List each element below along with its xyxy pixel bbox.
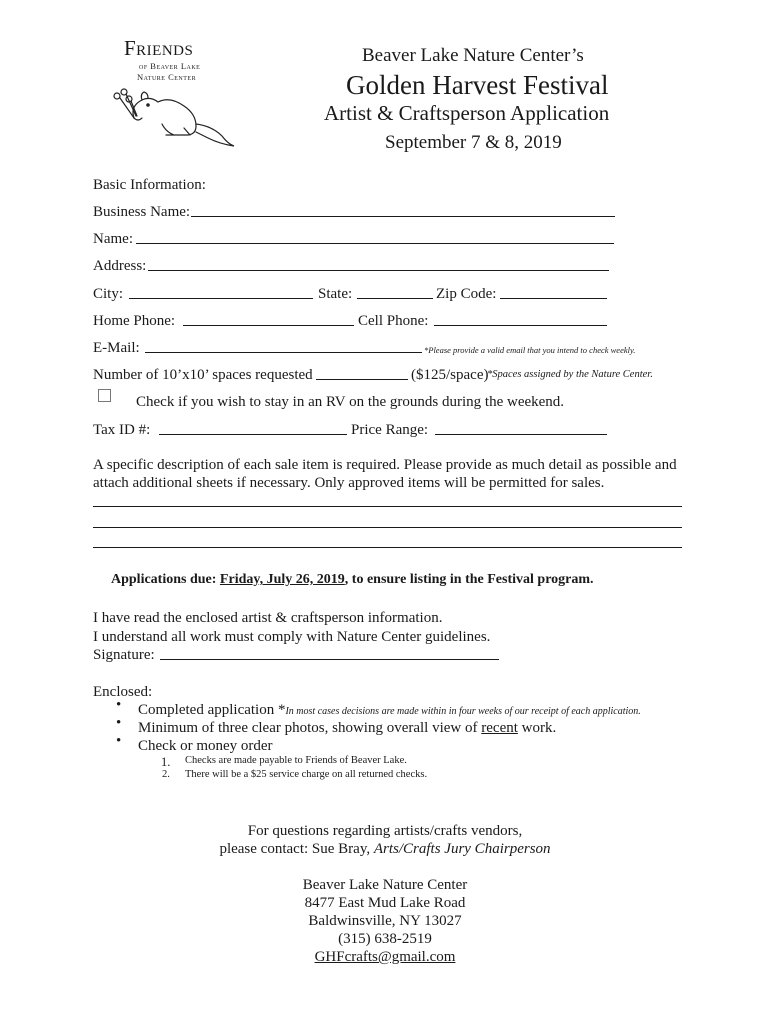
description-field-1[interactable] <box>93 506 682 507</box>
agreement-line-1: I have read the enclosed artist & craftsperson information. <box>93 610 443 626</box>
enclosed-sub-2: There will be a $25 service charge on all returned checks. <box>185 769 428 780</box>
business-name-label: Business Name: <box>93 204 191 220</box>
state-label: State: <box>318 286 353 302</box>
tax-id-label: Tax ID #: <box>93 422 151 438</box>
address-field[interactable] <box>148 270 609 271</box>
header-form-title: Artist & Craftsperson Application <box>324 101 610 125</box>
email-note: *Please provide a valid email that you intend to check weekly. <box>424 345 636 355</box>
city-label: City: <box>93 286 124 302</box>
cell-phone-field[interactable] <box>434 325 607 326</box>
beaver-icon <box>104 36 244 148</box>
enclosed-item-2: Minimum of three clear photos, showing overall view of recent work. <box>138 720 557 736</box>
signature-label: Signature: <box>93 647 155 663</box>
enclosed-item-1: Completed application *In most cases decisions are made within in four weeks of our receipt of each application. <box>138 702 641 718</box>
home-phone-field[interactable] <box>183 325 354 326</box>
header-dates: September 7 & 8, 2019 <box>385 132 562 153</box>
name-field[interactable] <box>136 243 614 244</box>
email-label: E-Mail: <box>93 340 140 356</box>
basic-info-heading: Basic Information: <box>93 177 206 193</box>
deadline-prefix: Applications due: <box>111 572 220 587</box>
description-field-2[interactable] <box>93 527 682 528</box>
contact-title: Arts/Crafts Jury Chairperson <box>373 841 551 857</box>
enclosed-sub-1-number: 1. <box>161 755 171 769</box>
spaces-note: *Spaces assigned by the Nature Center. <box>487 369 653 380</box>
deadline-notice <box>111 571 594 589</box>
deadline-date: Friday, July 26, 2019 <box>219 572 345 587</box>
spaces-price: ($125/space) <box>411 367 489 383</box>
zip-field[interactable] <box>500 298 607 299</box>
contact-org: Beaver Lake Nature Center <box>302 877 468 893</box>
price-range-label: Price Range: <box>351 422 429 438</box>
logo-title: Friends <box>124 36 194 60</box>
deadline-suffix: , to ensure listing in the Festival program. <box>344 572 594 587</box>
name-label: Name: <box>93 231 133 247</box>
contact-street: 8477 East Mud Lake Road <box>304 895 466 911</box>
address-label: Address: <box>93 258 147 274</box>
business-name-field[interactable] <box>191 216 615 217</box>
bullet-icon: • <box>116 733 122 749</box>
cell-phone-label: Cell Phone: <box>358 313 429 329</box>
enclosed-item-3: Check or money order <box>138 738 273 754</box>
bullet-icon: • <box>116 697 122 713</box>
home-phone-label: Home Phone: <box>93 313 176 329</box>
spaces-label: Number of 10’x10’ spaces requested <box>93 367 313 383</box>
rv-label: Check if you wish to stay in an RV on the grounds during the weekend. <box>136 394 565 410</box>
enclosed-item-1-note: In most cases decisions are made within in four weeks of our receipt of each application. <box>285 706 641 717</box>
bullet-icon: • <box>116 715 122 731</box>
signature-field[interactable] <box>160 659 499 660</box>
contact-email-link[interactable]: GHFcrafts@gmail.com <box>314 949 456 965</box>
agreement-line-2: I understand all work must comply with Nature Center guidelines. <box>93 629 491 645</box>
logo-subtitle-1: of Beaver Lake <box>139 61 201 71</box>
contact-city: Baldwinsville, NY 13027 <box>308 913 462 929</box>
contact-line-1: For questions regarding artists/crafts vendors, <box>247 823 523 839</box>
description-field-3[interactable] <box>93 547 682 548</box>
enclosed-sub-1: Checks are made payable to Friends of Beaver Lake. <box>185 755 407 766</box>
description-line-2: attach additional sheets if necessary. Only approved items will be permitted for sales. <box>93 475 605 491</box>
tax-id-field[interactable] <box>159 434 347 435</box>
zip-label: Zip Code: <box>436 286 497 302</box>
enclosed-sub-2-number: 2. <box>162 769 170 780</box>
enclosed-heading: Enclosed: <box>93 684 153 700</box>
price-range-field[interactable] <box>435 434 607 435</box>
logo-subtitle-2: Nature Center <box>137 72 197 82</box>
description-line-1: A specific description of each sale item is required. Please provide as much detail as possible and <box>93 457 677 473</box>
state-field[interactable] <box>357 298 433 299</box>
rv-checkbox[interactable] <box>98 389 111 402</box>
header-org: Beaver Lake Nature Center’s <box>362 45 584 66</box>
contact-phone: (315) 638-2519 <box>338 931 432 947</box>
header-event: Golden Harvest Festival <box>346 70 609 100</box>
contact-line-2: please contact: Sue Bray, Arts/Crafts Jury Chairperson <box>219 841 551 857</box>
email-field[interactable] <box>145 352 422 353</box>
spaces-field[interactable] <box>316 379 408 380</box>
city-field[interactable] <box>129 298 313 299</box>
logo <box>104 36 244 148</box>
